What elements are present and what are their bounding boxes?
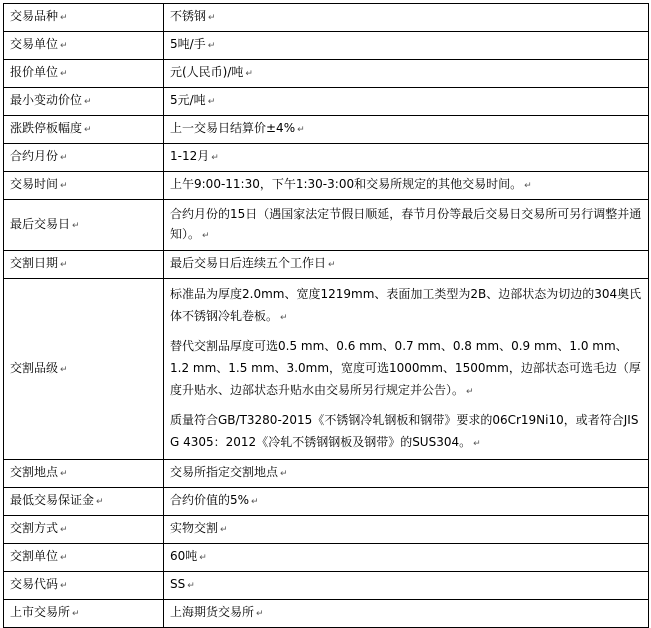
field-value: 5元/吨 xyxy=(170,93,206,107)
field-value-cell xyxy=(164,516,649,544)
paragraph-mark-icon: ↵ xyxy=(280,313,288,323)
field-label-cell xyxy=(4,572,164,600)
table-row xyxy=(4,200,649,251)
paragraph-mark-icon: ↵ xyxy=(60,581,68,591)
paragraph-mark-icon: ↵ xyxy=(220,525,228,535)
field-label: 涨跌停板幅度 xyxy=(10,121,83,135)
table-row xyxy=(4,600,649,628)
field-label: 交易品种 xyxy=(10,9,59,23)
field-label: 最后交易日 xyxy=(10,216,71,231)
field-value-paragraph xyxy=(170,464,642,483)
field-value-paragraph xyxy=(170,120,642,139)
field-label-cell xyxy=(4,516,164,544)
field-value-paragraph xyxy=(170,520,642,539)
paragraph-mark-icon: ↵ xyxy=(96,497,104,507)
field-value-cell xyxy=(164,116,649,144)
field-value: 实物交割 xyxy=(170,521,219,535)
field-value-cell xyxy=(164,279,649,460)
field-label-cell xyxy=(4,488,164,516)
paragraph-mark-icon: ↵ xyxy=(72,609,80,619)
paragraph-mark-icon: ↵ xyxy=(280,469,288,479)
field-value-cell xyxy=(164,488,649,516)
paragraph-mark-icon: ↵ xyxy=(328,260,336,270)
field-value-cell xyxy=(164,600,649,628)
table-row xyxy=(4,460,649,488)
paragraph-mark-icon: ↵ xyxy=(199,553,207,563)
paragraph-mark-icon: ↵ xyxy=(207,41,216,51)
field-label: 交割日期 xyxy=(10,256,59,270)
field-value-paragraph xyxy=(170,8,642,27)
paragraph-mark-icon: ↵ xyxy=(466,387,474,397)
paragraph-mark-icon: ↵ xyxy=(297,125,305,135)
paragraph-mark-icon: ↵ xyxy=(60,41,68,51)
field-value-cell xyxy=(164,88,649,116)
field-label-cell xyxy=(4,88,164,116)
field-value-paragraph xyxy=(170,409,642,455)
paragraph-mark-icon: ↵ xyxy=(60,153,68,163)
table-row xyxy=(4,4,649,32)
paragraph-mark-icon: ↵ xyxy=(524,181,532,191)
paragraph-mark-icon: ↵ xyxy=(60,525,68,535)
field-value: 质量符合GB/T3280-2015《不锈钢冷轧钢板和钢带》要求的06Cr19Ni10，或者符合JIS G 4305：2012《冷轧不锈钢钢板及钢带》的SUS304。 xyxy=(170,413,639,449)
field-value-cell xyxy=(164,200,649,251)
field-label: 交割方式 xyxy=(10,521,59,535)
paragraph-mark-icon: ↵ xyxy=(60,260,68,270)
field-value-cell xyxy=(164,460,649,488)
field-value-cell xyxy=(164,172,649,200)
field-label-cell xyxy=(4,251,164,279)
table-row xyxy=(4,172,649,200)
field-value: 上海期货交易所 xyxy=(170,605,255,619)
field-value-paragraph xyxy=(170,335,642,403)
field-value-cell xyxy=(164,572,649,600)
field-label-cell xyxy=(4,460,164,488)
field-value-paragraph xyxy=(170,283,642,329)
paragraph-mark-icon: ↵ xyxy=(251,497,259,507)
field-value-cell xyxy=(164,144,649,172)
paragraph-mark-icon: ↵ xyxy=(256,609,264,619)
paragraph-mark-icon: ↵ xyxy=(245,69,253,79)
field-label: 交易单位 xyxy=(10,37,59,51)
field-label: 合约月份 xyxy=(10,149,59,163)
field-value-cell xyxy=(164,544,649,572)
field-label-cell xyxy=(4,4,164,32)
field-value: 5吨/手 xyxy=(170,37,206,51)
field-value: 标准品为厚度2.0mm、宽度1219mm、表面加工类型为2B、边部状态为切边的304奥氏体不锈钢冷轧卷板。 xyxy=(170,287,642,323)
paragraph-mark-icon: ↵ xyxy=(60,553,68,563)
field-value: 最后交易日后连续五个工作日 xyxy=(170,256,327,270)
field-value: 1-12月 xyxy=(170,149,210,163)
field-value-paragraph xyxy=(170,148,642,167)
paragraph-mark-icon: ↵ xyxy=(60,13,68,23)
field-value-paragraph xyxy=(170,548,642,567)
field-label: 交割地点 xyxy=(10,465,59,479)
paragraph-mark-icon: ↵ xyxy=(208,13,216,23)
field-label-cell xyxy=(4,32,164,60)
field-value: 元(人民币)/吨 xyxy=(170,65,244,79)
paragraph-mark-icon: ↵ xyxy=(60,181,68,191)
field-value: 替代交割品厚度可选0.5 mm、0.6 mm、0.7 mm、0.8 mm、0.9 mm、1.0 mm、1.2 mm、1.5 mm、3.0mm，宽度可选1000mm、1500mm，边部状态可选毛边（厚度升贴水、边部状态升贴水由交易所另行规定并公告）。 xyxy=(170,339,641,397)
paragraph-mark-icon: ↵ xyxy=(60,364,68,375)
table-row xyxy=(4,279,649,460)
field-label: 最低交易保证金 xyxy=(10,493,95,507)
paragraph-mark-icon: ↵ xyxy=(60,69,68,79)
field-value: 合约价值的5% xyxy=(170,493,250,507)
paragraph-mark-icon: ↵ xyxy=(211,153,219,163)
field-value: 交易所指定交割地点 xyxy=(170,465,279,479)
field-label: 交易代码 xyxy=(10,577,59,591)
table-row xyxy=(4,32,649,60)
field-value-paragraph xyxy=(170,576,642,595)
field-label: 上市交易所 xyxy=(10,605,71,619)
paragraph-mark-icon: ↵ xyxy=(473,439,481,449)
field-value-paragraph xyxy=(170,604,642,623)
field-label: 报价单位 xyxy=(10,65,59,79)
table-row xyxy=(4,544,649,572)
field-label-cell xyxy=(4,279,164,460)
field-label: 交割品级 xyxy=(10,360,59,375)
field-value: 上一交易日结算价±4% xyxy=(170,121,296,135)
paragraph-mark-icon: ↵ xyxy=(207,97,216,107)
field-value-paragraph xyxy=(170,176,642,195)
field-label-cell xyxy=(4,60,164,88)
field-value-paragraph xyxy=(170,92,642,111)
contract-spec-body xyxy=(4,4,649,628)
field-label: 交易时间 xyxy=(10,177,59,191)
field-label-cell xyxy=(4,200,164,251)
paragraph-mark-icon: ↵ xyxy=(187,581,195,591)
field-value-paragraph xyxy=(170,204,642,246)
field-value-cell xyxy=(164,4,649,32)
field-label-cell xyxy=(4,172,164,200)
table-row xyxy=(4,516,649,544)
field-value-paragraph xyxy=(170,64,642,83)
contract-spec-table xyxy=(3,3,649,628)
field-label: 交割单位 xyxy=(10,549,59,563)
table-row xyxy=(4,488,649,516)
field-value: 不锈钢 xyxy=(170,9,207,23)
field-value-cell xyxy=(164,60,649,88)
field-label-cell xyxy=(4,144,164,172)
field-value-paragraph xyxy=(170,255,642,274)
table-row xyxy=(4,60,649,88)
paragraph-mark-icon: ↵ xyxy=(202,231,210,241)
field-label-cell xyxy=(4,600,164,628)
table-row xyxy=(4,116,649,144)
field-label: 最小变动价位 xyxy=(10,93,83,107)
table-row xyxy=(4,144,649,172)
field-value-cell xyxy=(164,32,649,60)
field-label-cell xyxy=(4,544,164,572)
paragraph-mark-icon: ↵ xyxy=(84,97,92,107)
field-value: 合约月份的15日（遇国家法定节假日顺延，春节月份等最后交易日交易所可另行调整并通知）。 xyxy=(170,207,642,241)
paragraph-mark-icon: ↵ xyxy=(72,220,80,231)
table-row xyxy=(4,572,649,600)
table-row xyxy=(4,88,649,116)
field-label-cell xyxy=(4,116,164,144)
field-value: 60吨 xyxy=(170,549,198,563)
field-value: 上午9:00-11:30，下午1:30-3:00和交易所规定的其他交易时间。 xyxy=(170,177,523,191)
field-value: SS xyxy=(170,577,186,591)
field-value-cell xyxy=(164,251,649,279)
table-row xyxy=(4,251,649,279)
paragraph-mark-icon: ↵ xyxy=(84,125,92,135)
paragraph-mark-icon: ↵ xyxy=(60,469,68,479)
field-value-paragraph xyxy=(170,492,642,511)
field-value-paragraph xyxy=(170,36,642,55)
